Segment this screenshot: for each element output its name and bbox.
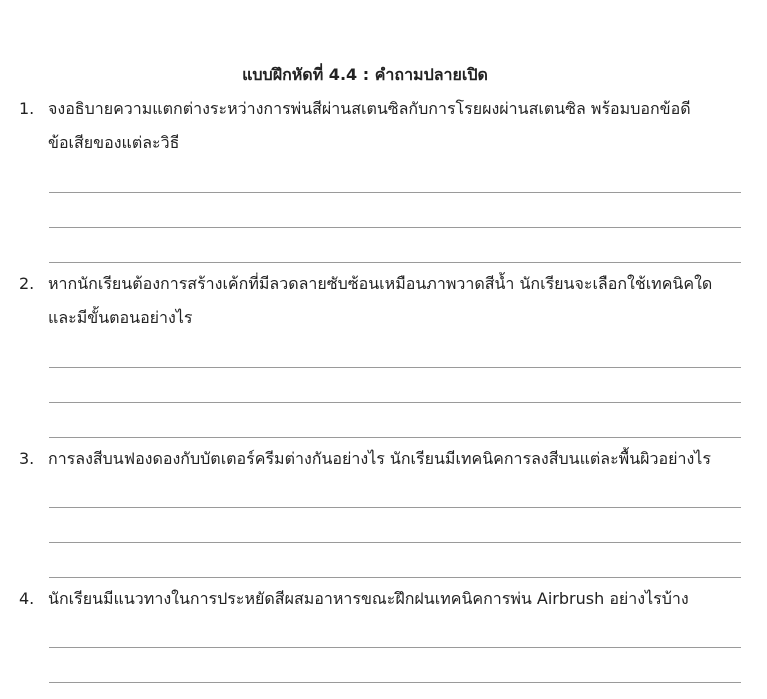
answer-line[interactable] — [49, 437, 741, 438]
answer-line[interactable] — [49, 542, 741, 543]
question-text-line: จงอธิบายความแตกต่างระหว่างการพ่นสีผ่านสเตนซิลกับการโรยผงผ่านสเตนซิล พร้อมบอกข้อดี — [48, 99, 691, 118]
question-number: 1. — [19, 99, 35, 118]
question-number: 4. — [19, 589, 35, 608]
answer-line[interactable] — [49, 577, 741, 578]
question-text — [48, 442, 728, 476]
question-text — [48, 92, 728, 160]
question-number: 2. — [19, 274, 35, 293]
question-text — [48, 267, 728, 335]
answer-line[interactable] — [49, 507, 741, 508]
worksheet-title: แบบฝึกหัดที่ 4.4 : คำถามปลายเปิด — [242, 65, 488, 84]
question-text — [48, 582, 728, 616]
answer-line[interactable] — [49, 402, 741, 403]
question-number: 3. — [19, 449, 35, 468]
question-text-line: และมีขั้นตอนอย่างไร — [48, 308, 193, 327]
question-text-line: ข้อเสียของแต่ละวิธี — [48, 133, 180, 152]
question-text-line: นักเรียนมีแนวทางในการประหยัดสีผสมอาหารขณะฝึกฝนเทคนิคการพ่น Airbrush อย่างไรบ้าง — [48, 589, 689, 608]
answer-line[interactable] — [49, 227, 741, 228]
answer-line[interactable] — [49, 192, 741, 193]
answer-line[interactable] — [49, 647, 741, 648]
question-text-line: การลงสีบนฟองดองกับบัตเตอร์ครีมต่างกันอย่างไร นักเรียนมีเทคนิคการลงสีบนแต่ละพื้นผิวอย่างไร — [48, 449, 711, 468]
answer-line[interactable] — [49, 367, 741, 368]
answer-line[interactable] — [49, 682, 741, 683]
answer-line[interactable] — [49, 262, 741, 263]
question-text-line: หากนักเรียนต้องการสร้างเค้กที่มีลวดลายซับซ้อนเหมือนภาพวาดสีน้ำ นักเรียนจะเลือกใช้เทคนิคใด — [48, 274, 713, 293]
